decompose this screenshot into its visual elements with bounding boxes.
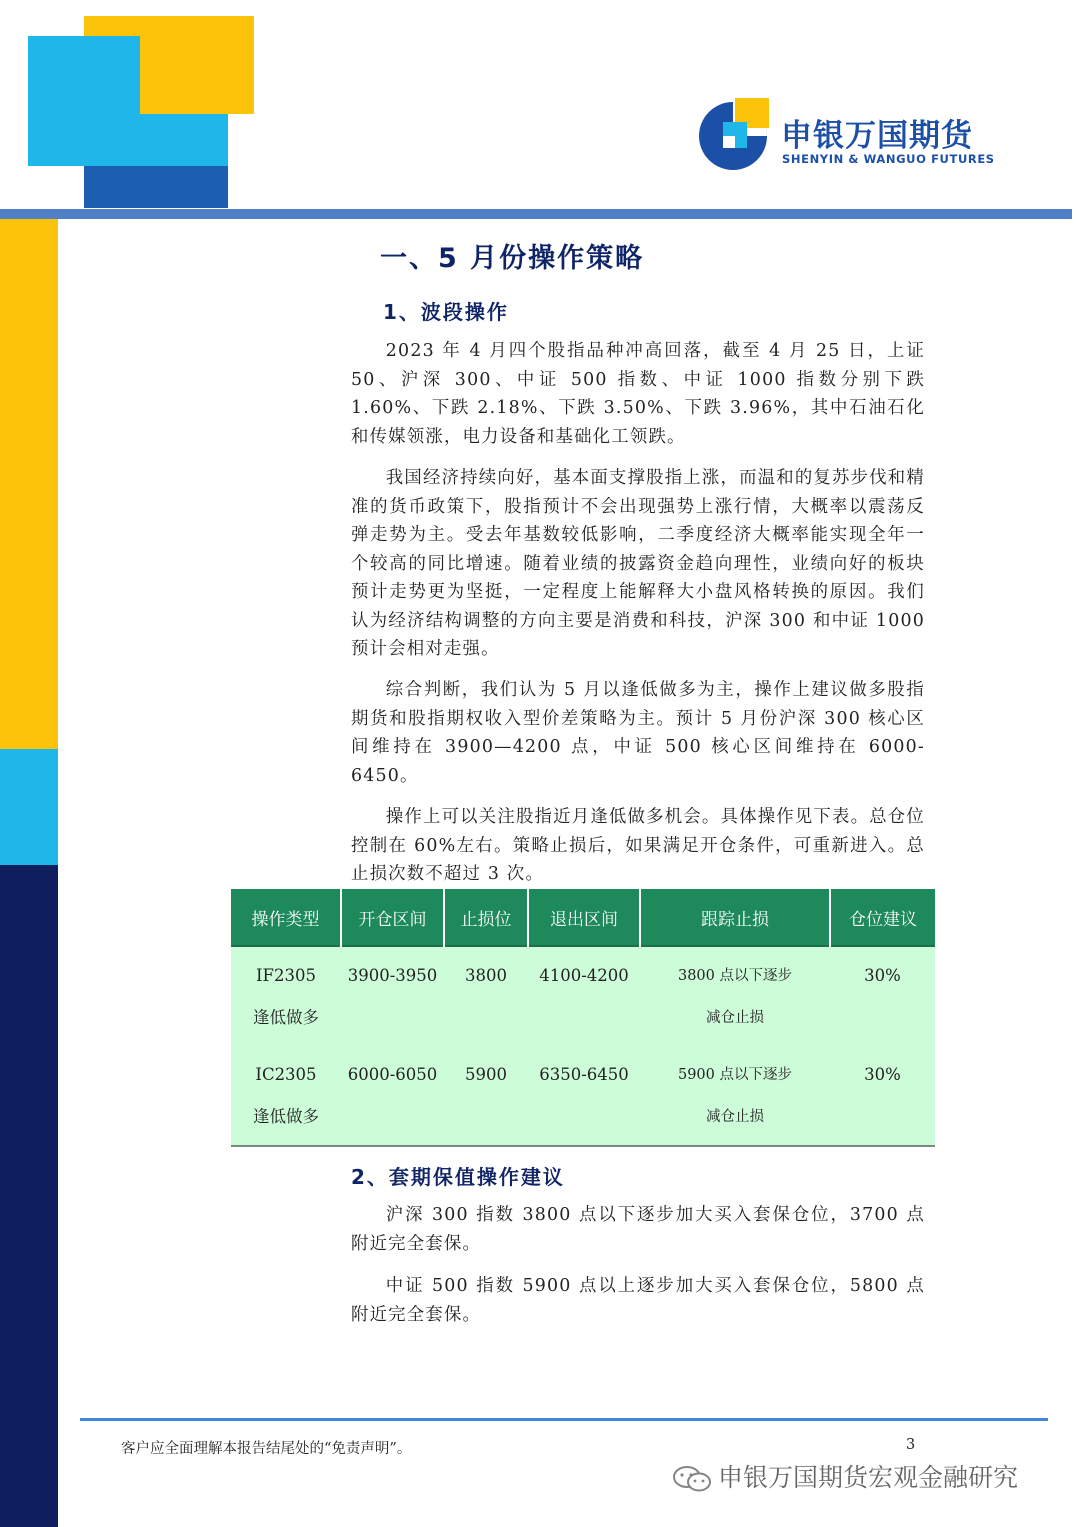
cell-trailing-stop: [640, 1046, 830, 1146]
subsection-title-hedging: 2、套期保值操作建议: [351, 1165, 565, 1189]
cell-position: 30%: [864, 1065, 901, 1084]
cell-action: 逢低做多: [253, 1107, 319, 1126]
footer-disclaimer: 客户应全面理解本报告结尾处的“免责声明”。: [121, 1441, 412, 1457]
table-header-row: [231, 889, 935, 946]
logo-name-cn: 申银万国期货: [781, 118, 973, 154]
cell-exit-range: 4100-4200: [539, 966, 629, 985]
side-stripe-yellow: [0, 219, 58, 749]
footer-divider: [80, 1418, 1048, 1421]
cell-open-range: 6000-6050: [347, 1065, 438, 1084]
cell-trailing-line-2: 减仓止损: [706, 1109, 764, 1125]
cell-position: 30%: [864, 966, 901, 985]
table-row: [231, 946, 935, 1046]
cell-trailing-line-1: 5900 点以下逐步: [677, 1067, 792, 1083]
paragraph-3: 综合判断，我们认为 5 月以逢低做多为主，操作上建议做多股指期货和股指期权收入型价差策略为主。预计 5 月份沪深 300 核心区间维持在 3900—4200 点，中证 500 核心区间维持在 6000-6450。: [351, 680, 925, 786]
cell-stop-loss: 3800: [465, 966, 507, 985]
side-stripe-cyan: [0, 749, 58, 865]
cell-op-type: [231, 946, 341, 1046]
header-stop-loss: 止损位: [444, 889, 528, 946]
cell-open-range: 3900-3950: [347, 966, 438, 985]
header-open-range: 开仓区间: [341, 889, 444, 946]
section-title: 一、5 月份操作策略: [380, 243, 645, 274]
page-number: 3: [906, 1437, 916, 1453]
header-op-type: 操作类型: [231, 889, 341, 946]
cell-contract: IF2305: [256, 966, 316, 985]
logo-mark-icon: [695, 96, 771, 172]
header-decoration: [0, 0, 260, 210]
subsection-title-swing: 1、波段操作: [383, 300, 509, 324]
header-exit-range: 退出区间: [528, 889, 640, 946]
hedge-paragraph-1: 沪深 300 指数 3800 点以下逐步加大买入套保仓位，3700 点附近完全套保。: [351, 1205, 925, 1254]
side-stripe-navy: [0, 865, 58, 1527]
hedge-paragraph-2: 中证 500 指数 5900 点以上逐步加大买入套保仓位，5800 点附近完全套保。: [351, 1276, 925, 1325]
cell-exit-range: 6350-6450: [539, 1065, 629, 1084]
logo-name-en: SHENYIN & WANGUO FUTURES: [782, 152, 995, 166]
wechat-icon: [672, 1464, 712, 1494]
cell-op-type: [231, 1046, 341, 1146]
watermark: [672, 1458, 1018, 1494]
cell-stop-loss: 5900: [465, 1065, 507, 1084]
cell-trailing-line-1: 3800 点以下逐步: [677, 968, 792, 984]
table-row: [231, 1046, 935, 1146]
watermark-text: 申银万国期货宏观金融研究: [718, 1463, 1019, 1492]
cell-trailing-line-2: 减仓止损: [706, 1010, 764, 1026]
paragraph-4: 操作上可以关注股指近月逢低做多机会。具体操作见下表。总仓位控制在 60%左右。策略止损后，如果满足开仓条件，可重新进入。总止损次数不超过 3 次。: [351, 807, 925, 884]
cell-contract: IC2305: [255, 1065, 317, 1084]
paragraph-2: 我国经济持续向好，基本面支撑股指上涨，而温和的复苏步伐和精准的货币政策下，股指预计不会出现强势上涨行情，大概率以震荡反弹走势为主。受去年基数较低影响，二季度经济大概率能实现全年一个较高的同比增速。随着业绩的披露资金趋向理性，业绩向好的板块预计走势更为坚挺，一定程度上能解释大小盘风格转换的原因。我们认为经济结构调整的方向主要是消费和科技，沪深 300 和中证 1000 预计会相对走强。: [351, 468, 925, 659]
company-logo: [695, 96, 995, 176]
header-trailing-stop: 跟踪止损: [640, 889, 830, 946]
header-bar: [0, 209, 1072, 219]
strategy-table: [231, 889, 935, 1147]
cell-trailing-stop: [640, 946, 830, 1046]
header-position: 仓位建议: [830, 889, 935, 946]
cell-action: 逢低做多: [253, 1008, 319, 1027]
paragraph-1: 2023 年 4 月四个股指品种冲高回落，截至 4 月 25 日，上证 50、沪深 300、中证 500 指数、中证 1000 指数分别下跌 1.60%、下跌 2.18%、下跌 3.50%、下跌 3.96%，其中石油石化和传媒领涨，电力设备和基础化工领跌。: [351, 341, 925, 447]
